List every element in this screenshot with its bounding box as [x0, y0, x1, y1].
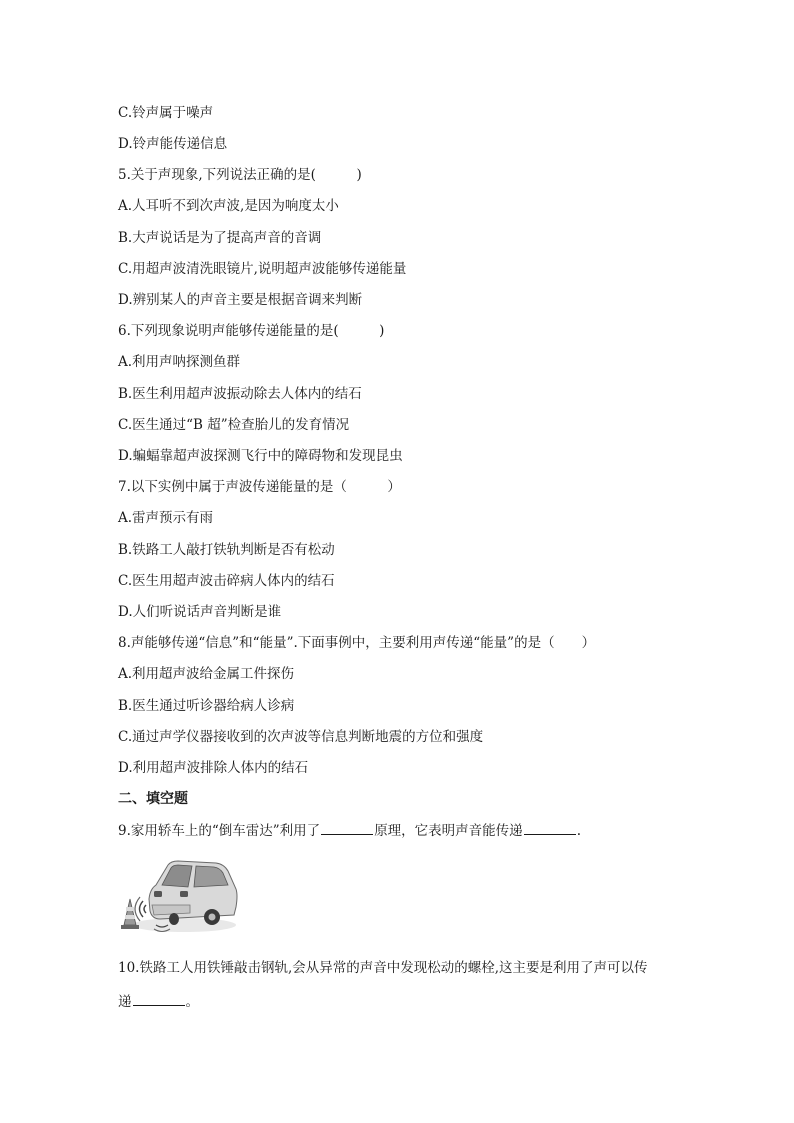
question-9-text-3: .	[576, 823, 581, 839]
option-d-q6: D.蝙蝠靠超声波探测飞行中的障碍物和发现昆虫	[118, 448, 403, 464]
option-a-q6: A.利用声呐探测鱼群	[118, 354, 241, 370]
section-heading-fill-in: 二、填空题	[118, 791, 188, 807]
option-c-q4: C.铃声属于噪声	[118, 105, 214, 121]
option-c-q6: C.医生通过“B 超”检查胎儿的发育情况	[118, 417, 350, 433]
answer-blank-9a[interactable]	[321, 820, 373, 835]
question-9	[118, 820, 581, 841]
option-d-q4: D.铃声能传递信息	[118, 136, 228, 152]
option-c-q8: C.通过声学仪器接收到的次声波等信息判断地震的方位和强度	[118, 729, 484, 745]
option-b-q5: B.大声说话是为了提高声音的音调	[118, 230, 322, 246]
option-b-q6: B.医生利用超声波振动除去人体内的结石	[118, 386, 362, 402]
question-7: 7.以下实例中属于声波传递能量的是（ ）	[118, 479, 401, 495]
option-d-q7: D.人们听说话声音判断是谁	[118, 604, 282, 620]
option-a-q5: A.人耳听不到次声波,是因为响度太小	[118, 198, 339, 214]
question-10-line-2	[118, 991, 199, 1012]
answer-blank-9b[interactable]	[524, 820, 576, 835]
option-d-q8: D.利用超声波排除人体内的结石	[118, 760, 309, 776]
question-6: 6.下列现象说明声能够传递能量的是( )	[118, 323, 385, 339]
question-5: 5.关于声现象,下列说法正确的是( )	[118, 167, 362, 183]
question-10-line-1: 10.铁路工人用铁锤敲击钢轨,会从异常的声音中发现松动的螺栓,这主要是利用了声可以传	[118, 960, 648, 976]
option-a-q8: A.利用超声波给金属工件探伤	[118, 666, 295, 682]
question-9-text-2: 原理，它表明声音能传递	[374, 823, 523, 839]
question-8: 8.声能够传递“信息”和“能量”.下面事例中，主要利用声传递“能量”的是（ ）	[118, 635, 596, 651]
option-d-q5: D.辨别某人的声音主要是根据音调来判断	[118, 292, 363, 308]
option-c-q7: C.医生用超声波击碎病人体内的结石	[118, 573, 335, 589]
option-c-q5: C.用超声波清洗眼镜片,说明超声波能够传递能量	[118, 261, 407, 277]
option-b-q8: B.医生通过听诊器给病人诊病	[118, 698, 295, 714]
question-10-text-2: 。	[185, 994, 199, 1010]
question-9-text-1: 9.家用轿车上的“倒车雷达”利用了	[118, 823, 321, 839]
option-b-q7: B.铁路工人敲打铁轨判断是否有松动	[118, 542, 335, 558]
option-a-q7: A.雷声预示有雨	[118, 510, 214, 526]
question-10-text-1: 递	[118, 994, 132, 1010]
reversing-radar-car-image	[116, 855, 240, 937]
answer-blank-10[interactable]	[133, 991, 185, 1006]
